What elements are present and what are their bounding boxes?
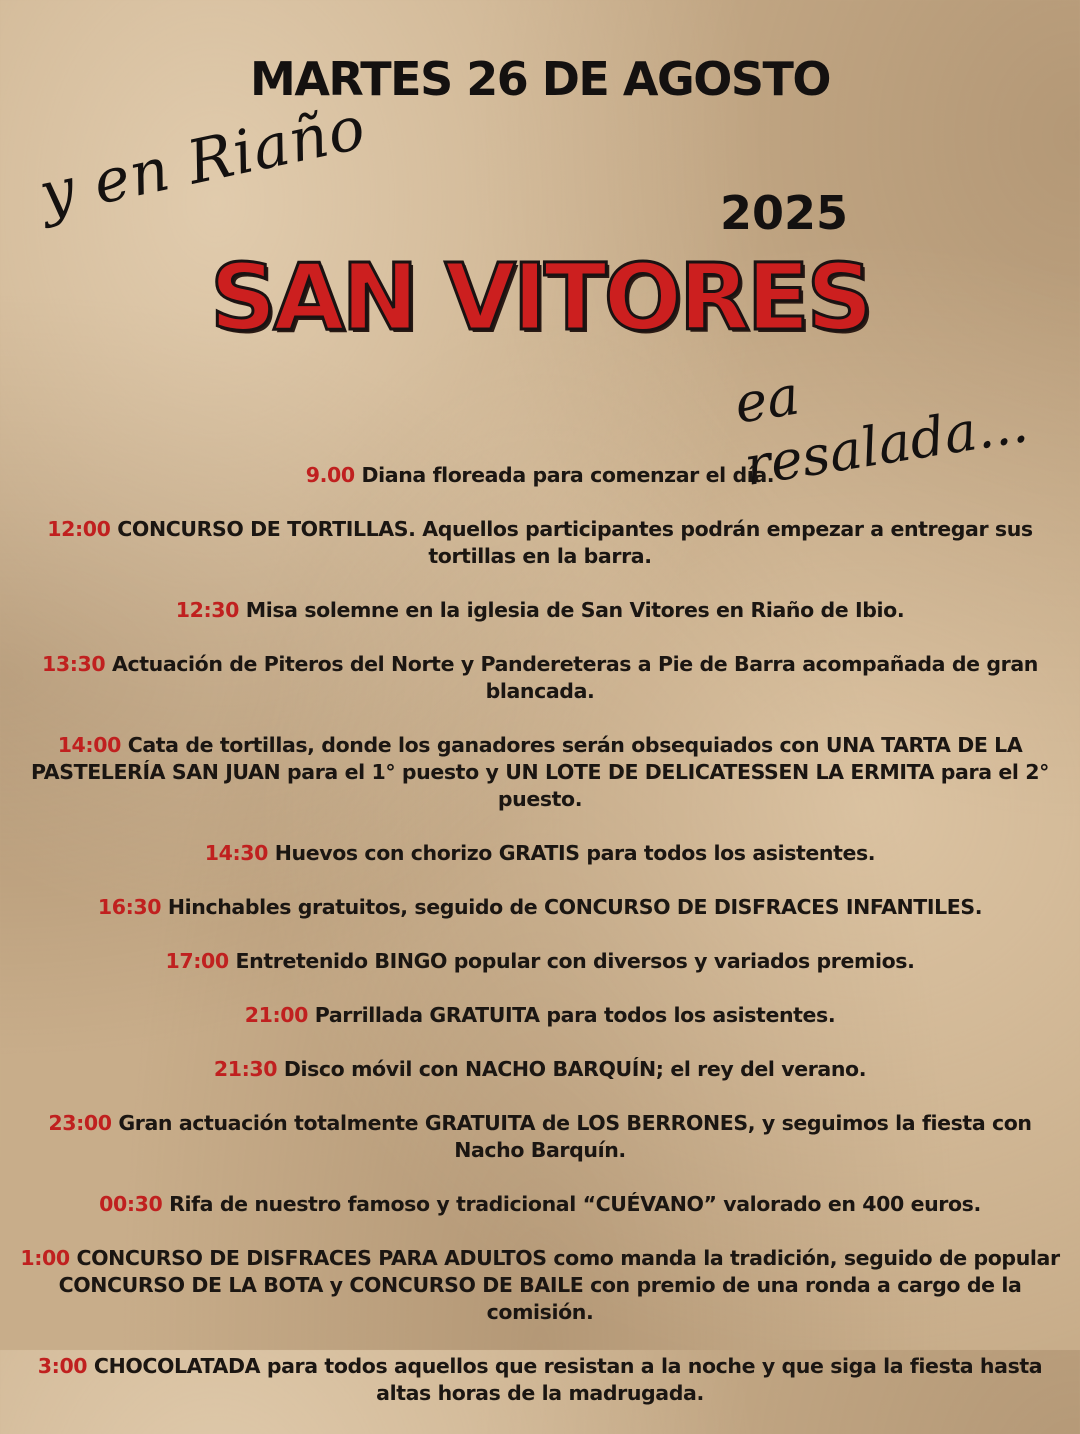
- schedule-time: 12:00: [47, 517, 111, 541]
- schedule-text: Gran actuación totalmente GRATUITA de LOS BERRONES, y seguimos la fiesta con Nacho Barquín.: [118, 1111, 1032, 1162]
- schedule-time: 12:30: [175, 598, 239, 622]
- schedule-time: 21:30: [213, 1057, 278, 1081]
- schedule-item: [20, 516, 1060, 570]
- schedule-item: [20, 597, 1060, 624]
- schedule-text: Actuación de Piteros del Norte y Pandereteras a Pie de Barra acompañada de gran blancada.: [112, 652, 1038, 703]
- script-tagline-top: y en Riaño: [33, 92, 372, 230]
- schedule-item: [20, 1002, 1060, 1029]
- schedule-time: 3:00: [37, 1354, 88, 1378]
- schedule-time: 21:00: [244, 1003, 308, 1027]
- schedule-item: [20, 1110, 1060, 1164]
- schedule-text: Huevos con chorizo GRATIS para todos los asistentes.: [274, 841, 876, 865]
- schedule-text: CHOCOLATADA para todos aquellos que resistan a la noche y que siga la fiesta hasta altas horas de la madrugada.: [93, 1354, 1043, 1405]
- schedule-item: [20, 1245, 1060, 1326]
- event-year: 2025: [720, 186, 849, 240]
- schedule-text: Disco móvil con NACHO BARQUÍN; el rey del verano.: [283, 1057, 867, 1081]
- event-date: MARTES 26 DE AGOSTO: [250, 52, 830, 106]
- schedule-text: Rifa de nuestro famoso y tradicional “CUÉVANO” valorado en 400 euros.: [169, 1192, 981, 1216]
- schedule-item: [20, 840, 1060, 867]
- schedule-time: 13:30: [42, 652, 106, 676]
- schedule-text: Misa solemne en la iglesia de San Vitores en Riaño de Ibio.: [245, 598, 905, 622]
- schedule-item: [20, 894, 1060, 921]
- schedule-time: 00:30: [99, 1192, 163, 1216]
- schedule-time: 14:00: [57, 733, 121, 757]
- schedule-item: [20, 948, 1060, 975]
- schedule-text: Entretenido BINGO popular con diversos y variados premios.: [235, 949, 915, 973]
- script-tagline-bottom: ea resalada...: [730, 363, 1032, 498]
- schedule-text: Hinchables gratuitos, seguido de CONCURSO DE DISFRACES INFANTILES.: [167, 895, 983, 919]
- schedule-item: [20, 1191, 1060, 1218]
- schedule-item: [20, 651, 1060, 705]
- schedule-item: [20, 732, 1060, 813]
- schedule-text: CONCURSO DE TORTILLAS. Aquellos participantes podrán empezar a entregar sus tortillas en la barra.: [117, 517, 1033, 568]
- schedule-list: [20, 462, 1060, 1434]
- schedule-time: 23:00: [48, 1111, 112, 1135]
- schedule-item: [20, 1353, 1060, 1407]
- schedule-text: Diana floreada para comenzar el día.: [361, 463, 775, 487]
- schedule-text: CONCURSO DE DISFRACES PARA ADULTOS como manda la tradición, seguido de popular CONCURSO DE LA BOTA y CONCURSO DE BAILE con premio de una ronda a cargo de la comisión.: [58, 1246, 1060, 1324]
- schedule-time: 1:00: [20, 1246, 70, 1270]
- schedule-time: 14:30: [204, 841, 269, 865]
- schedule-time: 16:30: [97, 895, 162, 919]
- schedule-text: Parrillada GRATUITA para todos los asistentes.: [314, 1003, 836, 1027]
- schedule-time: 9.00: [305, 463, 355, 487]
- schedule-text: Cata de tortillas, donde los ganadores serán obsequiados con UNA TARTA DE LA PASTELERÍA SAN JUAN para el 1° puesto y UN LOTE DE DELICATESSEN LA ERMITA para el 2° puesto.: [31, 733, 1049, 811]
- schedule-item: [20, 1056, 1060, 1083]
- page-title: SAN VITORES: [210, 244, 870, 351]
- schedule-item: [20, 462, 1060, 489]
- schedule-time: 17:00: [165, 949, 229, 973]
